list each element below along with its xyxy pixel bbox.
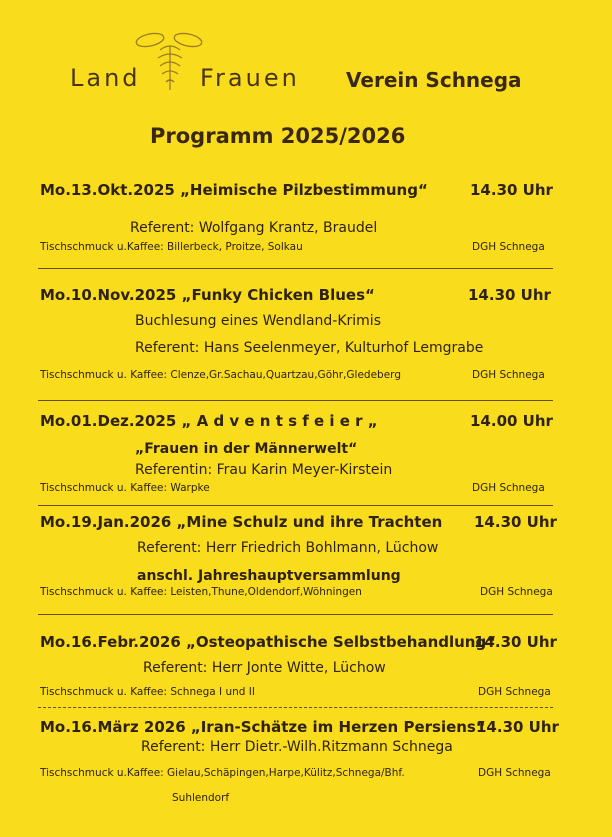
divider bbox=[38, 400, 553, 401]
event-1-speaker: Referent: Wolfgang Krantz, Braudel bbox=[130, 220, 378, 236]
event-4-title: Mo.19.Jan.2026 „Mine Schulz und ihre Trachten bbox=[40, 513, 443, 531]
event-1-location: DGH Schnega bbox=[472, 241, 545, 253]
event-3-table-decor: Tischschmuck u. Kaffee: Warpke bbox=[40, 482, 210, 494]
event-4-note: anschl. Jahreshauptversammlung bbox=[137, 568, 401, 584]
event-4-time: 14.30 Uhr bbox=[474, 513, 557, 531]
event-1-title: Mo.13.Okt.2025 „Heimische Pilzbestimmung“ bbox=[40, 181, 428, 199]
event-3-location: DGH Schnega bbox=[472, 482, 545, 494]
divider bbox=[38, 707, 553, 708]
brand-verein: Verein Schnega bbox=[346, 68, 522, 92]
event-4-speaker: Referent: Herr Friedrich Bohlmann, Lüchow bbox=[137, 540, 439, 556]
event-6-title: Mo.16.März 2026 „Iran-Schätze im Herzen Persiens“ bbox=[40, 718, 486, 736]
brand-land: Land bbox=[70, 64, 141, 92]
event-6-time: 14.30 Uhr bbox=[476, 718, 559, 736]
event-3-speaker: Referentin: Frau Karin Meyer-Kirstein bbox=[135, 462, 393, 478]
event-1-time: 14.30 Uhr bbox=[470, 181, 553, 199]
divider bbox=[38, 268, 553, 269]
event-6-location: DGH Schnega bbox=[478, 767, 551, 779]
event-6-speaker: Referent: Herr Dietr.-Wilh.Ritzmann Schnega bbox=[141, 739, 453, 755]
event-5-title: Mo.16.Febr.2026 „Osteopathische Selbstbehandlung“ bbox=[40, 633, 497, 651]
event-6-table-decor: Tischschmuck u.Kaffee: Gielau,Schäpingen,Harpe,Külitz,Schnega/Bhf. bbox=[40, 767, 405, 779]
divider bbox=[38, 614, 553, 615]
brand-frauen: Frauen bbox=[200, 64, 300, 92]
event-5-time: 14.30 Uhr bbox=[474, 633, 557, 651]
event-3-title: Mo.01.Dez.2025 „ A d v e n t s f e i e r „ bbox=[40, 412, 378, 430]
event-4-location: DGH Schnega bbox=[480, 586, 553, 598]
event-3-time: 14.00 Uhr bbox=[470, 412, 553, 430]
event-2-time: 14.30 Uhr bbox=[468, 286, 551, 304]
event-2-location: DGH Schnega bbox=[472, 369, 545, 381]
event-2-table-decor: Tischschmuck u. Kaffee: Clenze,Gr.Sachau,Quartzau,Göhr,Gledeberg bbox=[40, 369, 401, 381]
landfrauen-logo-icon bbox=[130, 28, 210, 94]
event-1-table-decor: Tischschmuck u.Kaffee: Billerbeck, Proitze, Solkau bbox=[40, 241, 303, 253]
program-title: Programm 2025/2026 bbox=[150, 124, 406, 148]
event-2-speaker: Referent: Hans Seelenmeyer, Kulturhof Lemgrabe bbox=[135, 340, 484, 356]
event-5-table-decor: Tischschmuck u. Kaffee: Schnega I und II bbox=[40, 686, 255, 698]
event-5-speaker: Referent: Herr Jonte Witte, Lüchow bbox=[143, 660, 386, 676]
event-4-table-decor: Tischschmuck u. Kaffee: Leisten,Thune,Oldendorf,Wöhningen bbox=[40, 586, 362, 598]
event-3-subtitle: „Frauen in der Männerwelt“ bbox=[135, 441, 358, 457]
event-6-table-decor-cont: Suhlendorf bbox=[172, 792, 230, 804]
event-2-description: Buchlesung eines Wendland-Krimis bbox=[135, 313, 381, 329]
event-5-location: DGH Schnega bbox=[478, 686, 551, 698]
divider bbox=[38, 505, 553, 506]
event-2-title: Mo.10.Nov.2025 „Funky Chicken Blues“ bbox=[40, 286, 375, 304]
